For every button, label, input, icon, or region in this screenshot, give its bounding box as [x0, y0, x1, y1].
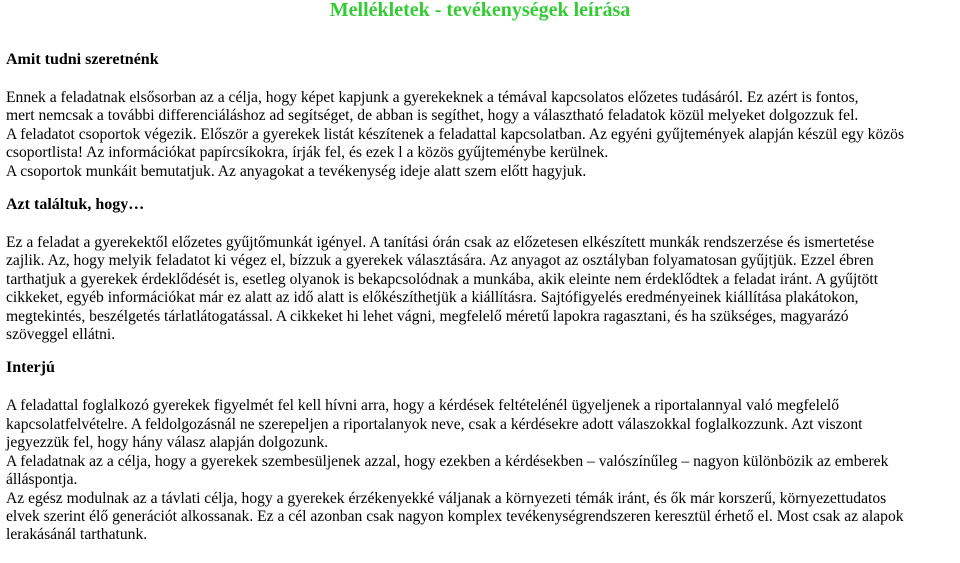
- section-body-amit-tudni: [6, 89, 954, 181]
- text-line: A csoportok munkáit bemutatjuk. Az anyagokat a tevékenység ideje alatt szem előtt hagyjuk.: [6, 162, 587, 180]
- text-line: jegyezzük fel, hogy hány válasz alapján dolgozunk.: [6, 434, 329, 452]
- section-heading-azt-talaltuk: Azt találtuk, hogy…: [6, 196, 145, 214]
- text-line: A feladatnak az a célja, hogy a gyerekek szembesüljenek azzal, hogy ezekben a kérdésekben – valószínűleg – nagyon különbözik az emberek: [6, 452, 889, 470]
- text-line: csoportlista! Az információkat papírcsíkokra, írják fel, és ezek l a közös gyűjteménybe kerülnek.: [6, 144, 609, 162]
- text-line: kapcsolatfelvételre. A feldolgozásnál ne szerepeljen a riportalanyok neve, csak a kérdésekre adott válaszokkal foglalkozzunk. Azt viszont: [6, 415, 863, 433]
- text-line: álláspontja.: [6, 471, 78, 489]
- text-line: cikkeket, egyéb információkat már ez alatt az idő alatt is előkészíthetjük a kiállításra. Sajtófigyelés eredményeinek kiállítása plakátokon,: [6, 289, 859, 307]
- text-line: A feladatot csoportok végezik. Először a gyerekek listát készítenek a feladattal kapcsolatban. Az egyéni gyűjtemények alapján készül egy közös: [6, 125, 905, 143]
- text-line: Ez a feladat a gyerekektől előzetes gyűjtőmunkát igényel. A tanítási órán csak az előzetesen elkészített munkák rendszerzése és ismertetése: [6, 234, 875, 252]
- text-line: elvek szerint élő generációt alkossanak. Ez a cél azonban csak nagyon komplex tevékenységrendszeren keresztül érhető el. Most csak az alapok: [6, 507, 904, 525]
- section-body-azt-talaltuk: [6, 234, 954, 344]
- page-title: Mellékletek - tevékenységek leírása: [329, 0, 631, 21]
- text-line: Ennek a feladatnak elsősorban az a célja, hogy képet kapjunk a gyerekeknek a témával kapcsolatos előzetes tudásáról. Ez azért is fontos,: [6, 89, 859, 106]
- text-line: zajlik. Az, hogy melyik feladatot ki végez el, bízzuk a gyerekek választására. Az anyagot az osztályban folyamatosan gyűjtjük. Ezzel ébren: [6, 252, 874, 270]
- section-body-interju: [6, 397, 954, 544]
- text-line: mert nemcsak a további differenciáláshoz ad segítséget, de abban is segíthet, hogy a választható feladatok közül melyeket dolgozzuk fel.: [6, 107, 859, 125]
- text-line: lerakásánál tarthatunk.: [6, 526, 148, 544]
- text-line: tarthatjuk a gyerekek érdeklődését is, esetleg olyanok is bekapcsolódnak a munkába, akik eleinte nem érdeklődtek a feladat iránt. A gyűjtött: [6, 270, 879, 288]
- text-line: szöveggel ellátni.: [6, 326, 116, 344]
- section-heading-interju: Interjú: [6, 359, 55, 377]
- section-heading-amit-tudni: Amit tudni szeretnénk: [6, 51, 159, 68]
- text-line: A feladattal foglalkozó gyerekek figyelmét fel kell hívni arra, hogy a kérdések feltételénél ügyeljenek a riportalannyal való megfelelő: [6, 397, 840, 415]
- text-line: Az egész modulnak az a távlati célja, hogy a gyerekek érzékenyekké váljanak a környezeti témák iránt, és ők már korszerű, környezettudatos: [6, 489, 887, 507]
- text-line: megtekintés, beszélgetés tárlatlátogatással. A cikkeket hi lehet vágni, megfelelő méretű lapokra ragasztani, és ha szükséges, magyarázó: [6, 307, 849, 325]
